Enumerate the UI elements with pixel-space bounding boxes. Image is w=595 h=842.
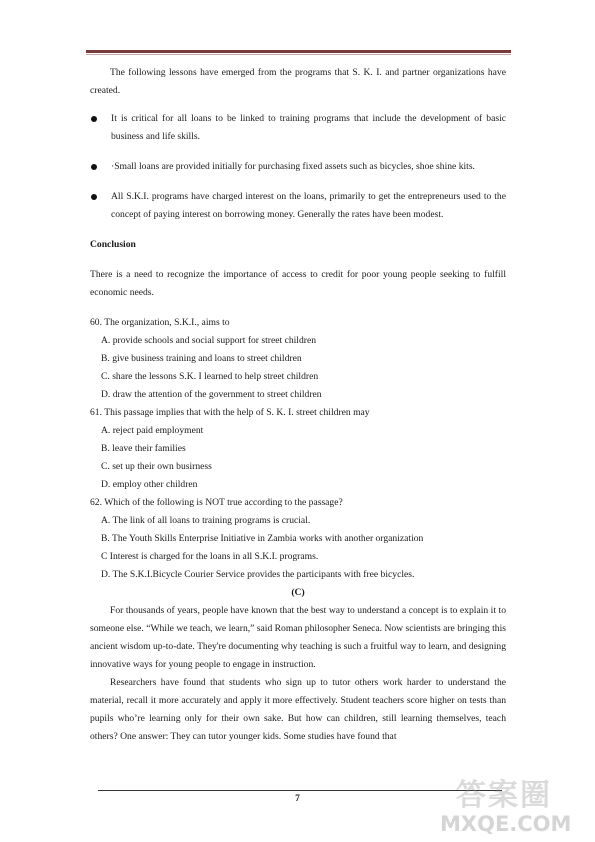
- bullet-dot-icon: [91, 164, 97, 170]
- option-c: C Interest is charged for the loans in all S.K.I. programs.: [101, 551, 319, 562]
- option-a: A. reject paid employment: [101, 425, 204, 436]
- bullet-dot-icon: [91, 194, 97, 200]
- bullet-text: It is critical for all loans to be linked to training programs that include the development of basic business and life skills.: [111, 113, 506, 142]
- page-number: 7: [295, 794, 300, 804]
- watermark-logo: 答案圈: [456, 778, 552, 813]
- option-d: D. The S.K.I.Bicycle Courier Service provides the participants with free bicycles.: [101, 569, 415, 580]
- conclusion-paragraph: There is a need to recognize the importance of access to credit for poor young people seeking to fulfill economic needs.: [90, 269, 506, 298]
- bullet-item: [90, 110, 506, 146]
- bullet-text: All S.K.I. programs have charged interest on the loans, primarily to get the entrepreneurs used to the concept of paying interest on borrowing money. Generally the rates have been modest.: [111, 191, 506, 220]
- watermark-url: MXQE.COM: [440, 812, 572, 836]
- bullet-text: ·Small loans are provided initially for purchasing fixed assets such as bicycles, shoe shine kits.: [111, 161, 475, 172]
- question-62: [90, 494, 506, 584]
- question-60: [90, 314, 506, 404]
- option-b: B. give business training and loans to street children: [101, 353, 302, 364]
- page-content: [90, 64, 506, 746]
- question-stem: 62. Which of the following is NOT true according to the passage?: [90, 497, 343, 508]
- question-stem: 60. The organization, S.K.I., aims to: [90, 317, 230, 328]
- passage-paragraph: Researchers have found that students who sign up to tutor others work harder to understand the material, recall it more accurately and apply it more effectively. Student teachers score higher on tests than pupils who’re learning only for their own sake. But how can children, still learning themselves, teach others? One answer: They can tutor younger kids. Some studies have found that: [90, 677, 506, 742]
- footer-rule: [98, 790, 502, 791]
- option-a: A. The link of all loans to training programs is crucial.: [101, 515, 311, 526]
- conclusion-heading: Conclusion: [90, 239, 136, 250]
- option-d: D. draw the attention of the government to street children: [101, 389, 322, 400]
- question-61: [90, 404, 506, 494]
- intro-paragraph: The following lessons have emerged from the programs that S. K. I. and partner organizations have created.: [90, 67, 506, 96]
- option-c: C. set up their own busirness: [101, 461, 212, 472]
- header-rule: [86, 50, 511, 53]
- bullet-item: [90, 158, 506, 176]
- question-stem: 61. This passage implies that with the help of S. K. I. street children may: [90, 407, 370, 418]
- option-b: B. The Youth Skills Enterprise Initiative in Zambia works with another organization: [101, 533, 424, 544]
- section-label: (C): [291, 587, 305, 598]
- option-c: C. share the lessons S.K. I learned to help street children: [101, 371, 319, 382]
- passage-paragraph: For thousands of years, people have known that the best way to understand a concept is to explain it to someone else. “While we teach, we learn,” said Roman philosopher Seneca. Now scientists are bringing this ancient wisdom up-to-date. They're documenting why teaching is such a fruitful way to learn, and designing innovative ways for young people to engage in instruction.: [90, 605, 506, 670]
- bullet-dot-icon: [91, 116, 97, 122]
- option-a: A. provide schools and social support for street children: [101, 335, 317, 346]
- header-rule-thin: [86, 54, 511, 55]
- option-b: B. leave their families: [101, 443, 186, 454]
- bullet-item: [90, 188, 506, 224]
- option-d: D. employ other children: [101, 479, 198, 490]
